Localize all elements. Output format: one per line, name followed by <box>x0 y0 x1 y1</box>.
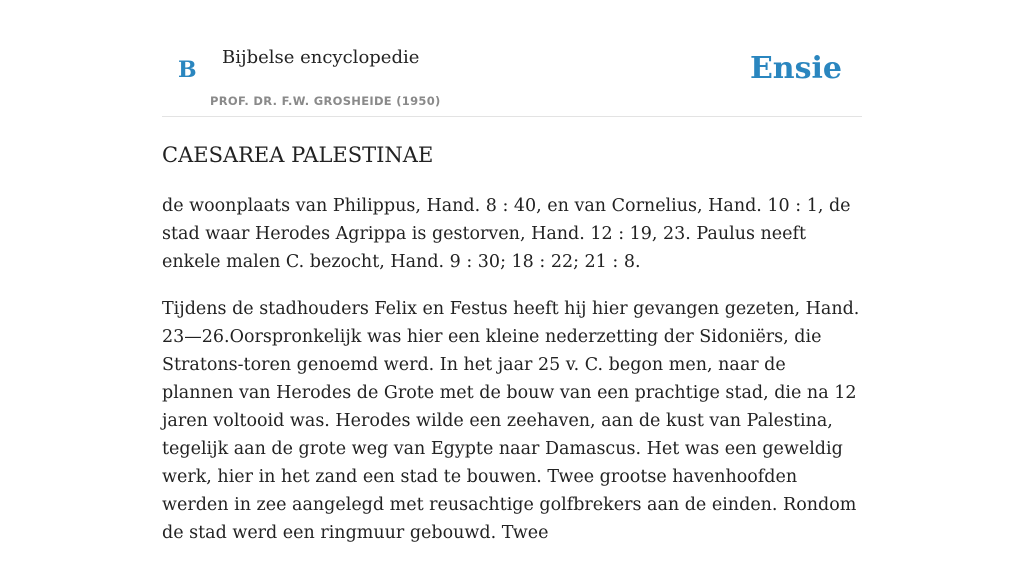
book-author: PROF. DR. F.W. GROSHEIDE (1950) <box>210 94 441 108</box>
brand-logo[interactable]: Ensie <box>749 51 842 86</box>
book-title[interactable]: Bijbelse encyclopedie <box>222 47 420 68</box>
entry-body <box>162 192 862 566</box>
paragraph: Tijdens de stadhouders Felix en Festus heeft hij hier gevangen gezeten, Hand. 23—26.Oorspronkelijk was hier een kleine nederzetting der Sidoniërs, die Stratons-toren genoemd werd. In het jaar 25 v. C. begon men, naar de plannen van Herodes de Grote met de bouw van een prachtige stad, die na 12 jaren voltooid was. Herodes wilde een zeehaven, aan de kust van Palestina, tegelijk aan de grote weg van Egypte naar Damascus. Het was een geweldig werk, hier in het zand een stad te bouwen. Twee grootse havenhoofden werden in zee aangelegd met reusachtige golfbrekers aan de einden. Rondom de stad werd een ringmuur gebouwd. Twee <box>162 299 860 543</box>
header <box>162 0 862 117</box>
entry-title: CAESAREA PALESTINAE <box>162 143 434 167</box>
paragraph: de woonplaats van Philippus, Hand. 8 : 40, en van Cornelius, Hand. 10 : 1, de stad waar Herodes Agrippa is gestorven, Hand. 12 : 19, 23. Paulus neeft enkele malen C. bezocht, Hand. 9 : 30; 18 : 22; 21 : 8. <box>162 196 851 272</box>
book-logo-icon[interactable]: B <box>178 57 197 83</box>
